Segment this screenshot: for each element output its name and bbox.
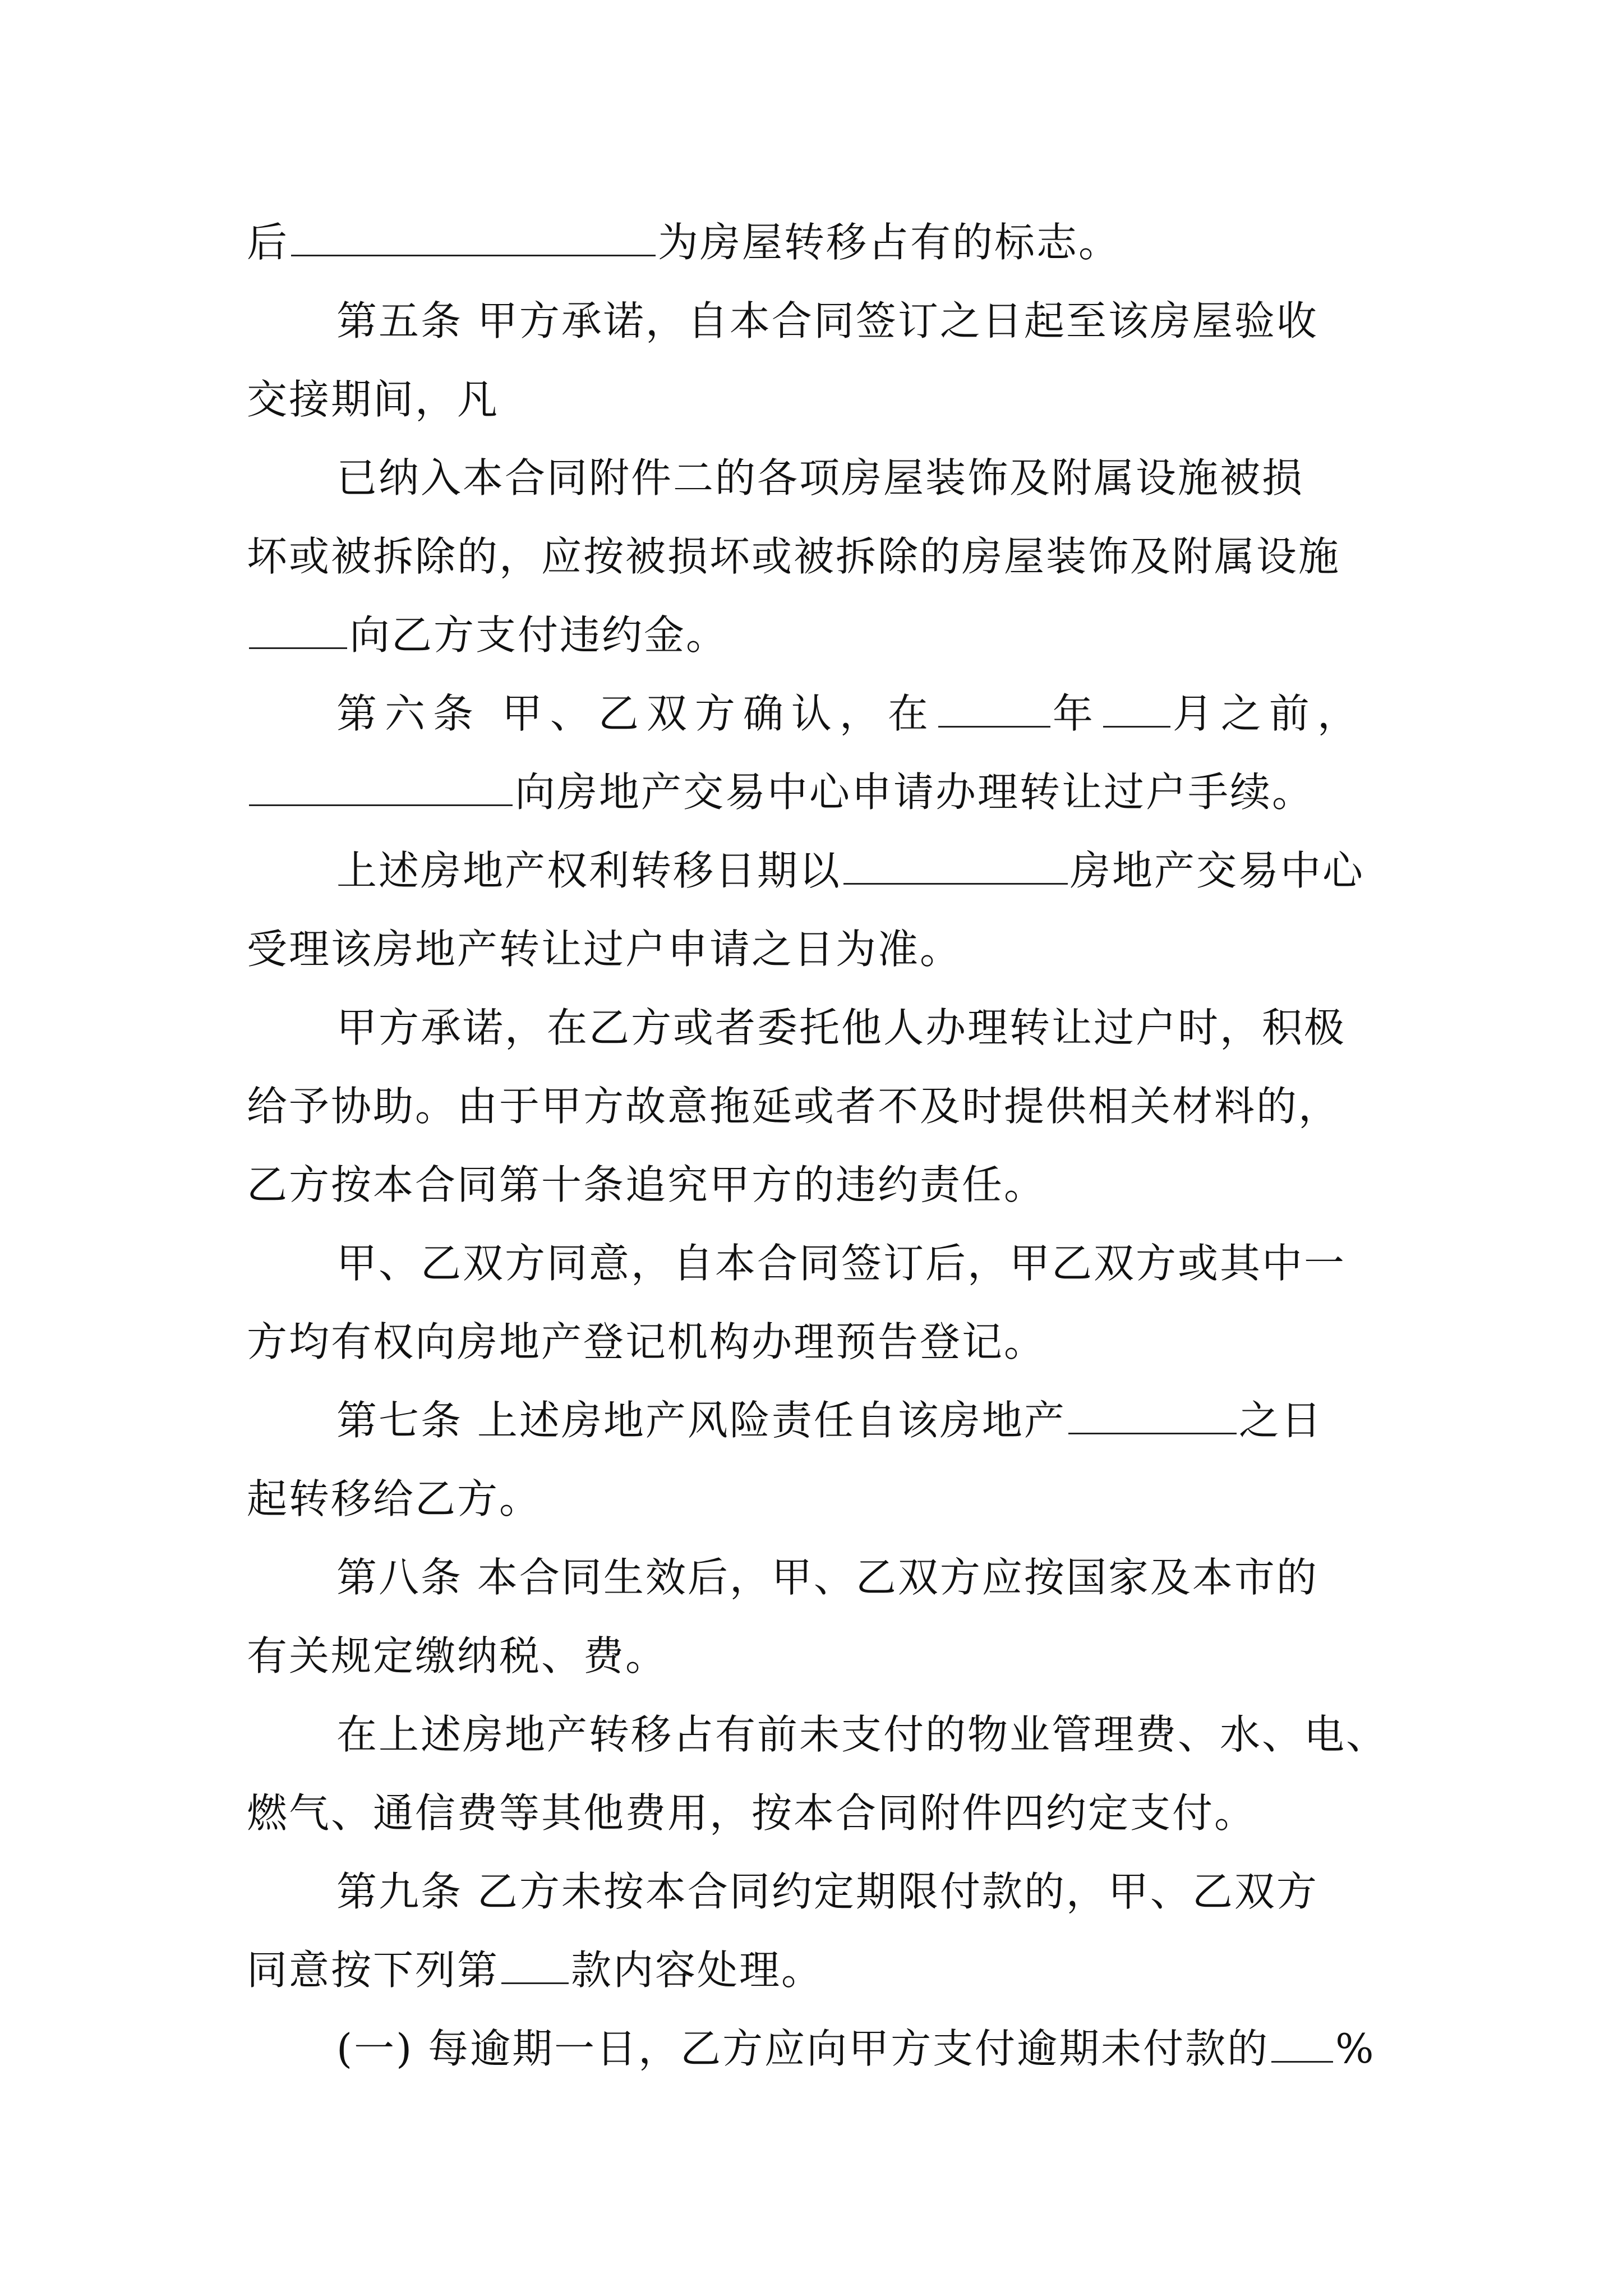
text-segment: 第七条 上述房地产风险责任自该房地产 [336,1397,1066,1444]
text-segment: (一) 每逾期一日，乙方应向甲方支付逾期未付款的 [336,2025,1270,2072]
text-line: 燃气、通信费等其他费用，按本合同附件四约定支付。 [247,1789,1257,1837]
text-line: 乙方按本合同第十条追究甲方的违约责任。 [247,1161,1046,1208]
text-segment: 房地产交易中心 [1070,847,1365,894]
text-segment: % [1335,2025,1376,2072]
blank-field [843,850,1068,885]
text-segment: 后 [247,219,289,266]
text-line [247,601,728,669]
blank-field [1068,1400,1237,1434]
text-line: 坏或被拆除的，应按被损坏或被拆除的房屋装饰及附属设施 [247,533,1341,580]
text-segment: 同意按下列第 [247,1947,500,1994]
text-line: 在上述房地产转移占有前未支付的物业管理费、水、电、 [336,1711,1389,1758]
blank-field [501,1950,569,1984]
text-segment: 款内容处理。 [571,1947,824,1994]
text-line: 已纳入本合同附件二的各项房屋装饰及附属设施被损 [336,454,1304,501]
text-line: 甲、乙双方同意，自本合同签订后，甲乙双方或其中一 [336,1240,1347,1287]
blank-field [249,615,347,649]
text-line: 第九条 乙方未按本合同约定期限付款的，甲、乙双方 [336,1868,1318,1915]
blank-field [249,772,513,806]
text-line [336,1387,1323,1454]
text-segment: 向房地产交易中心申请办理转让过户手续。 [515,769,1315,816]
text-segment: 向乙方支付违约金。 [349,611,728,659]
blank-field [938,693,1050,728]
text-line: 起转移给乙方。 [247,1475,542,1522]
blank-field [291,222,656,256]
text-segment: 上述房地产权利转移日期以 [336,847,842,894]
text-line: 第八条 本合同生效后，甲、乙双方应按国家及本市的 [336,1554,1318,1601]
text-line: 受理该房地产转让过户申请之日为准。 [247,926,962,973]
text-line [336,2015,1376,2082]
text-segment: 年 [1052,690,1101,737]
text-line [336,680,1366,747]
text-segment: 之日 [1238,1397,1323,1444]
text-line: 第五条 甲方承诺，自本合同签订之日起至该房屋验收 [336,297,1318,344]
text-line: 交接期间，凡 [247,376,500,423]
text-line [247,1936,823,2004]
blank-field [1271,2028,1333,2063]
text-line: 给予协助。由于甲方故意拖延或者不及时提供相关材料的， [247,1083,1341,1130]
text-segment: 为房屋转移占有的标志。 [658,219,1121,266]
text-line: 有关规定缴纳税、费。 [247,1632,668,1680]
text-segment: 第六条 甲、乙双方确认，在 [336,690,936,737]
text-line [336,837,1364,904]
text-line: 甲方承诺，在乙方或者委托他人办理转让过户时，积极 [336,1004,1347,1051]
text-line [247,209,1121,276]
text-segment: 月之前， [1172,690,1366,737]
text-line: 方均有权向房地产登记机构办理预告登记。 [247,1318,1046,1365]
blank-field [1103,693,1170,728]
text-line [247,758,1314,826]
